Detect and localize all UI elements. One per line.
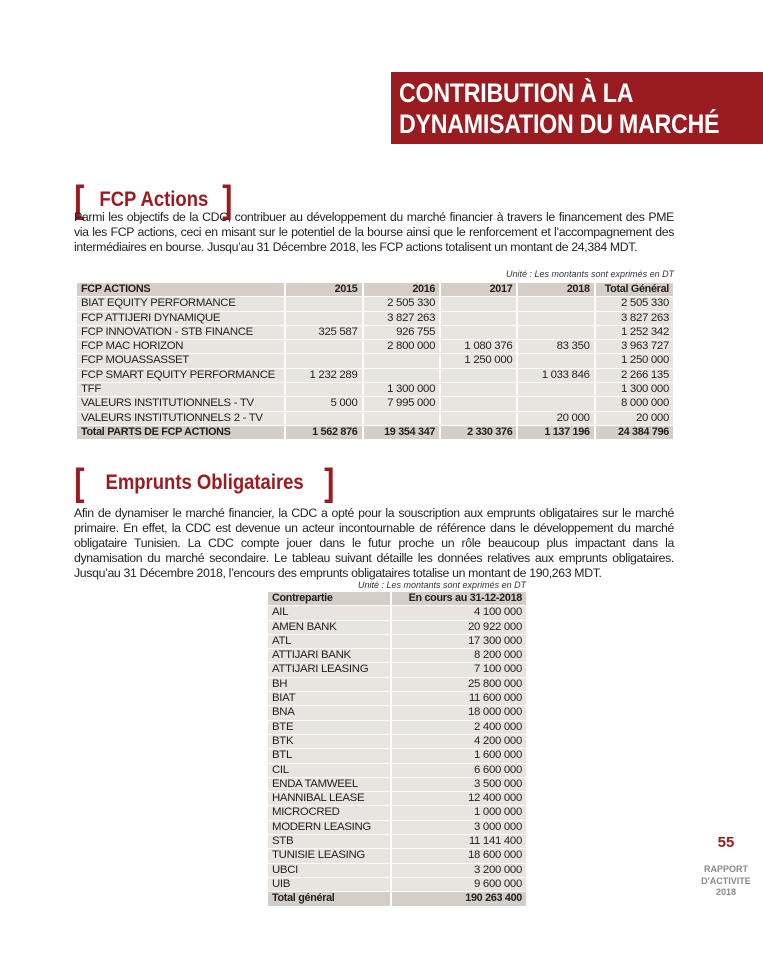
cell: 926 755: [364, 326, 440, 339]
table-row: [268, 778, 526, 791]
cell: [441, 397, 516, 410]
cell: BH: [268, 678, 390, 691]
cell: 3 000 000: [392, 821, 526, 834]
table-row: [268, 721, 526, 734]
cell: 11 600 000: [392, 692, 526, 705]
cell: 18 000 000: [392, 706, 526, 719]
fcp-paragraph: Parmi les objectifs de la CDC, contribuer au développement du marché financier à travers le financement des PME via les FCP actions, ceci en misant sur le potentiel de la bourse ainsi que le renforcement et l’accompagnement des intermédiaires en bourse. Jusqu’au 31 Décembre 2018, les FCP actions totalisent un montant de 24,384 MDT.: [74, 210, 674, 254]
table-row: [77, 354, 673, 367]
table-row: [268, 749, 526, 762]
cell: 83 350: [518, 340, 593, 353]
cell: FCP INNOVATION - STB FINANCE: [77, 326, 284, 339]
cell: 20 922 000: [392, 621, 526, 634]
cell: [441, 383, 516, 396]
cell: HANNIBAL LEASE: [268, 792, 390, 805]
cell: 1 300 000: [364, 383, 440, 396]
table-row: [268, 621, 526, 634]
cell: [286, 354, 361, 367]
table-row: [268, 806, 526, 819]
page-title-line-2: DYNAMISATION DU MARCHÉ: [399, 109, 720, 139]
cell: 1 137 196: [518, 426, 593, 439]
cell: 2 330 376: [441, 426, 516, 439]
cell: [364, 354, 440, 367]
cell: 20 000: [596, 412, 673, 425]
cell: FCP MAC HORIZON: [77, 340, 284, 353]
cell: 2 400 000: [392, 721, 526, 734]
emprunts-paragraph: Afin de dynamiser le marché financier, la CDC a opté pour la souscription aux emprunts obligataires sur le marché primaire. En effet, la CDC est devenue un acteur incontournable de référence dans le développement du marché obligataire Tunisien. La CDC compte jouer dans le futur proche un rôle beaucoup plus impactant dans la dynamisation du marché secondaire. Le tableau suivant détaille les données relatives aux emprunts obligataires. Jusqu’au 31 Décembre 2018, l’encours des emprunts obligataires totalise un montant de 190,263 MDT.: [74, 506, 674, 580]
table-row: [268, 835, 526, 848]
fcp-unit-note: Unité : Les montants sont exprimés en DT: [506, 269, 675, 279]
footer-line-1: RAPPORT: [703, 864, 748, 874]
emprunts-unit-note: Unité : Les montants sont exprimés en DT: [358, 580, 527, 590]
cell: BTL: [268, 749, 390, 762]
cell: [286, 412, 361, 425]
cell: 2 266 135: [596, 369, 673, 382]
cell: [286, 383, 361, 396]
cell: 19 354 347: [364, 426, 440, 439]
table-header-row: [77, 283, 673, 296]
cell: BIAT EQUITY PERFORMANCE: [77, 297, 284, 310]
cell: VALEURS INSTITUTIONNELS 2 - TV: [77, 412, 284, 425]
cell: 1 250 000: [596, 354, 673, 367]
cell: BIAT: [268, 692, 390, 705]
cell: [286, 312, 361, 325]
cell: [518, 297, 593, 310]
page-title-banner: [391, 72, 763, 144]
cell: AMEN BANK: [268, 621, 390, 634]
table-header-row: [268, 592, 526, 605]
table-row: [77, 412, 673, 425]
cell: 24 384 796: [596, 426, 673, 439]
cell: 17 300 000: [392, 635, 526, 648]
column-header: 2015: [286, 283, 361, 296]
section-heading-emprunts: [73, 463, 336, 503]
cell: [441, 297, 516, 310]
cell: UIB: [268, 878, 390, 891]
cell: 2 505 330: [364, 297, 440, 310]
cell: 8 000 000: [596, 397, 673, 410]
footer-line-2: D'ACTIVITE: [701, 875, 751, 886]
cell: 190 263 400: [392, 892, 526, 905]
cell: [518, 383, 593, 396]
table-row: [268, 606, 526, 619]
cell: 2 505 330: [596, 297, 673, 310]
table-row: [77, 297, 673, 310]
cell: 4 200 000: [392, 735, 526, 748]
table-total-row: [268, 892, 526, 905]
table-row: [268, 663, 526, 676]
table-row: [268, 635, 526, 648]
cell: 18 600 000: [392, 849, 526, 862]
footer-line-3: 2018: [715, 887, 737, 897]
cell: 3 500 000: [392, 778, 526, 791]
cell: Total général: [268, 892, 390, 905]
cell: 1 232 289: [286, 369, 361, 382]
table-row: [77, 369, 673, 382]
cell: 2 800 000: [364, 340, 440, 353]
cell: 1 000 000: [392, 806, 526, 819]
cell: FCP MOUASSASSET: [77, 354, 284, 367]
table-row: [268, 649, 526, 662]
cell: 12 400 000: [392, 792, 526, 805]
table-row: [268, 678, 526, 691]
cell: 1 252 342: [596, 326, 673, 339]
table-row: [268, 735, 526, 748]
table-row: [268, 878, 526, 891]
column-header: 2016: [364, 283, 440, 296]
cell: [518, 312, 593, 325]
section-title-emprunts: Emprunts Obligataires: [105, 471, 304, 494]
cell: 3 200 000: [392, 864, 526, 877]
report-footer: [688, 864, 763, 899]
page-title-line-1: CONTRIBUTION À LA: [399, 78, 634, 108]
left-bracket-icon: [: [74, 462, 85, 504]
table-total-row: [77, 426, 673, 439]
cell: 7 995 000: [364, 397, 440, 410]
cell: [286, 297, 361, 310]
cell: ATL: [268, 635, 390, 648]
cell: 1 562 876: [286, 426, 361, 439]
emprunts-obligataires-table: [266, 591, 528, 907]
cell: BTE: [268, 721, 390, 734]
table-row: [268, 764, 526, 777]
cell: UBCI: [268, 864, 390, 877]
cell: [518, 397, 593, 410]
cell: 1 300 000: [596, 383, 673, 396]
cell: BNA: [268, 706, 390, 719]
cell: 4 100 000: [392, 606, 526, 619]
cell: 11 141 400: [392, 835, 526, 848]
cell: 3 827 263: [596, 312, 673, 325]
cell: [441, 326, 516, 339]
cell: CIL: [268, 764, 390, 777]
cell: ATTIJARI BANK: [268, 649, 390, 662]
cell: 3 963 727: [596, 340, 673, 353]
cell: 325 587: [286, 326, 361, 339]
column-header: FCP ACTIONS: [77, 283, 284, 296]
cell: 20 000: [518, 412, 593, 425]
cell: ATTIJARI LEASING: [268, 663, 390, 676]
table-row: [77, 312, 673, 325]
table-row: [77, 383, 673, 396]
cell: BTK: [268, 735, 390, 748]
cell: 7 100 000: [392, 663, 526, 676]
cell: 25 800 000: [392, 678, 526, 691]
cell: [441, 312, 516, 325]
column-header: 2017: [441, 283, 516, 296]
cell: [286, 340, 361, 353]
cell: FCP SMART EQUITY PERFORMANCE: [77, 369, 284, 382]
left-bracket-icon: [: [74, 179, 85, 221]
table-row: [77, 397, 673, 410]
cell: [518, 326, 593, 339]
table-row: [268, 706, 526, 719]
fcp-actions-table: [75, 282, 675, 440]
table-row: [268, 821, 526, 834]
section-title-fcp: FCP Actions: [99, 188, 208, 211]
table-row: [268, 864, 526, 877]
cell: AIL: [268, 606, 390, 619]
cell: [441, 412, 516, 425]
table-row: [268, 792, 526, 805]
cell: [441, 369, 516, 382]
column-header: Contrepartie: [268, 592, 390, 605]
cell: VALEURS INSTITUTIONNELS - TV: [77, 397, 284, 410]
cell: MODERN LEASING: [268, 821, 390, 834]
right-bracket-icon: ]: [324, 462, 335, 504]
table-row: [77, 340, 673, 353]
column-header: Total Général: [596, 283, 673, 296]
table-row: [268, 849, 526, 862]
cell: MICROCRED: [268, 806, 390, 819]
right-bracket-icon: ]: [222, 179, 233, 221]
cell: Total PARTS DE FCP ACTIONS: [77, 426, 284, 439]
column-header: En cours au 31-12-2018: [392, 592, 526, 605]
cell: ENDA TAMWEEL: [268, 778, 390, 791]
cell: TFF: [77, 383, 284, 396]
page-number: 55: [717, 834, 735, 851]
cell: STB: [268, 835, 390, 848]
table-row: [77, 326, 673, 339]
cell: 1 600 000: [392, 749, 526, 762]
cell: 9 600 000: [392, 878, 526, 891]
cell: 1 080 376: [441, 340, 516, 353]
cell: FCP ATTIJERI DYNAMIQUE: [77, 312, 284, 325]
cell: [364, 369, 440, 382]
table-row: [268, 692, 526, 705]
cell: 6 600 000: [392, 764, 526, 777]
column-header: 2018: [518, 283, 593, 296]
cell: 1 250 000: [441, 354, 516, 367]
cell: TUNISIE LEASING: [268, 849, 390, 862]
cell: 5 000: [286, 397, 361, 410]
cell: 3 827 263: [364, 312, 440, 325]
cell: 8 200 000: [392, 649, 526, 662]
cell: 1 033 846: [518, 369, 593, 382]
cell: [364, 412, 440, 425]
cell: [518, 354, 593, 367]
